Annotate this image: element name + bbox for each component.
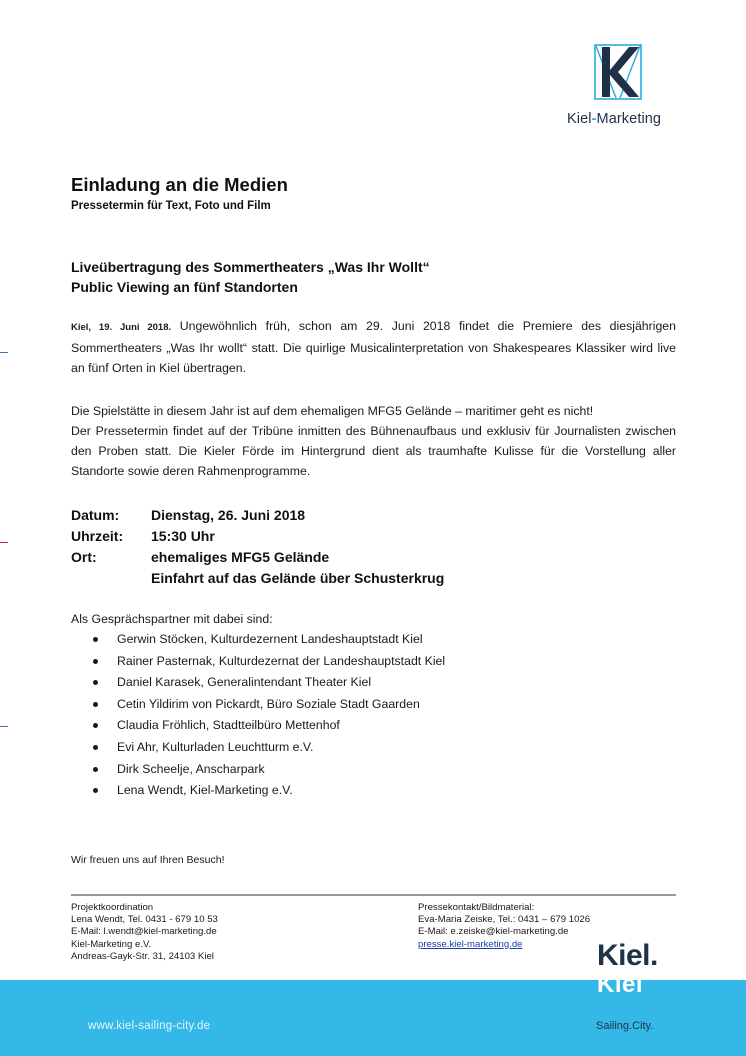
margin-mark xyxy=(0,726,8,727)
list-item: Rainer Pasternak, Kulturdezernat der Landeshauptstadt Kiel xyxy=(89,651,445,673)
paragraph-venue-text: Der Pressetermin findet auf der Tribüne inmitten des Bühnenaufbaus und exklusiv für Journalisten zwischen den Proben statt. Die Kieler Förde im Hintergrund dient als traumhafte Kulisse für die Vorstellung aller Standorte sowie deren Rahmenprogramme. xyxy=(71,424,676,478)
fact-date-label: Datum: xyxy=(71,507,120,523)
footer-right-line: E-Mail: e.zeiske@kiel-marketing.de xyxy=(418,926,569,938)
paragraph-venue xyxy=(71,401,676,481)
footer-right-line: Pressekontakt/Bildmaterial: xyxy=(418,902,535,913)
paragraph-intro xyxy=(71,316,676,378)
footer-divider xyxy=(71,894,676,896)
fact-place-2 xyxy=(71,568,444,589)
list-item: Daniel Karasek, Generalintendant Theater Kiel xyxy=(89,672,445,694)
list-item: Claudia Fröhlich, Stadtteilbüro Mettenhof xyxy=(89,715,445,737)
footer-left-line: E-Mail: l.wendt@kiel-marketing.de xyxy=(71,926,217,938)
fact-place-value: ehemaliges MFG5 Gelände xyxy=(151,549,330,565)
fact-time-value: 15:30 Uhr xyxy=(151,528,215,544)
fact-time-label: Uhrzeit: xyxy=(71,528,124,544)
fact-date-value: Dienstag, 26. Juni 2018 xyxy=(151,507,306,523)
list-item: Gerwin Stöcken, Kulturdezernent Landeshauptstadt Kiel xyxy=(89,629,445,651)
paragraph-intro-text: Ungewöhnlich früh, schon am 29. Juni 2018 findet die Premiere des diesjährigen Sommertheaters „Was Ihr wollt“ statt. Die quirlige Musicalinterpretation von Shakespeares Klassiker wird live an fünf Orten in Kiel übertragen. xyxy=(71,319,676,375)
fact-date xyxy=(71,505,444,526)
list-item: Cetin Yildirim von Pickardt, Büro Soziale Stadt Gaarden xyxy=(89,694,445,716)
footer-left-line: Andreas-Gayk-Str. 31, 24103 Kiel xyxy=(71,950,214,962)
kiel-brand-wordmark-reflection: Kiel xyxy=(597,971,644,998)
partners-list xyxy=(89,629,445,802)
footer-left-line: Kiel-Marketing e.V. xyxy=(71,938,152,950)
footer-left-line: Lena Wendt, Tel. 0431 - 679 10 53 xyxy=(71,914,218,926)
footer-left-line: Projektkoordination xyxy=(71,902,154,913)
press-headline xyxy=(71,257,430,297)
dateline: Kiel, 19. Juni 2018. xyxy=(71,322,172,333)
kiel-brand-wordmark: Kiel. xyxy=(597,939,658,972)
event-facts xyxy=(71,505,444,589)
footer-right-line: Eva-Maria Zeiske, Tel.: 0431 – 679 1026 xyxy=(418,914,591,926)
headline-line-1: Liveübertragung des Sommertheaters „Was Ihr Wollt“ xyxy=(71,259,430,275)
partners-intro: Als Gesprächspartner mit dabei sind: xyxy=(71,612,273,626)
margin-mark xyxy=(0,352,8,353)
paragraph-venue-line-1: Die Spielstätte in diesem Jahr ist auf dem ehemaligen MFG5 Gelände – maritimer geht es nicht! xyxy=(71,404,594,418)
margin-mark xyxy=(0,542,8,543)
footer-press-contact xyxy=(418,902,590,951)
list-item: Lena Wendt, Kiel-Marketing e.V. xyxy=(89,780,445,802)
logo-word-marketing: Marketing xyxy=(596,111,662,127)
page-title: Einladung an die Medien xyxy=(71,174,288,195)
list-item: Dirk Scheelje, Anscharpark xyxy=(89,759,445,781)
website-url: www.kiel-sailing-city.de xyxy=(88,1020,211,1032)
fact-place-value-2: Einfahrt auf das Gelände über Schusterkrug xyxy=(151,570,445,586)
logo-dash: - xyxy=(591,111,597,127)
headline-line-2: Public Viewing an fünf Standorten xyxy=(71,279,298,295)
logo-wordmark xyxy=(567,111,661,127)
footer-project-contact xyxy=(71,902,218,963)
fact-place-label: Ort: xyxy=(71,549,97,565)
kiel-marketing-logo-icon xyxy=(594,44,642,100)
fact-place xyxy=(71,547,444,568)
press-link[interactable]: presse.kiel-marketing.de xyxy=(418,938,523,950)
fact-time xyxy=(71,526,444,547)
logo-word-kiel: Kiel xyxy=(567,111,592,127)
list-item: Evi Ahr, Kulturladen Leuchtturm e.V. xyxy=(89,737,445,759)
page-subtitle: Pressetermin für Text, Foto und Film xyxy=(71,200,271,212)
closing-line: Wir freuen uns auf Ihren Besuch! xyxy=(71,854,225,866)
brand-tagline: Sailing.City. xyxy=(596,1020,654,1032)
